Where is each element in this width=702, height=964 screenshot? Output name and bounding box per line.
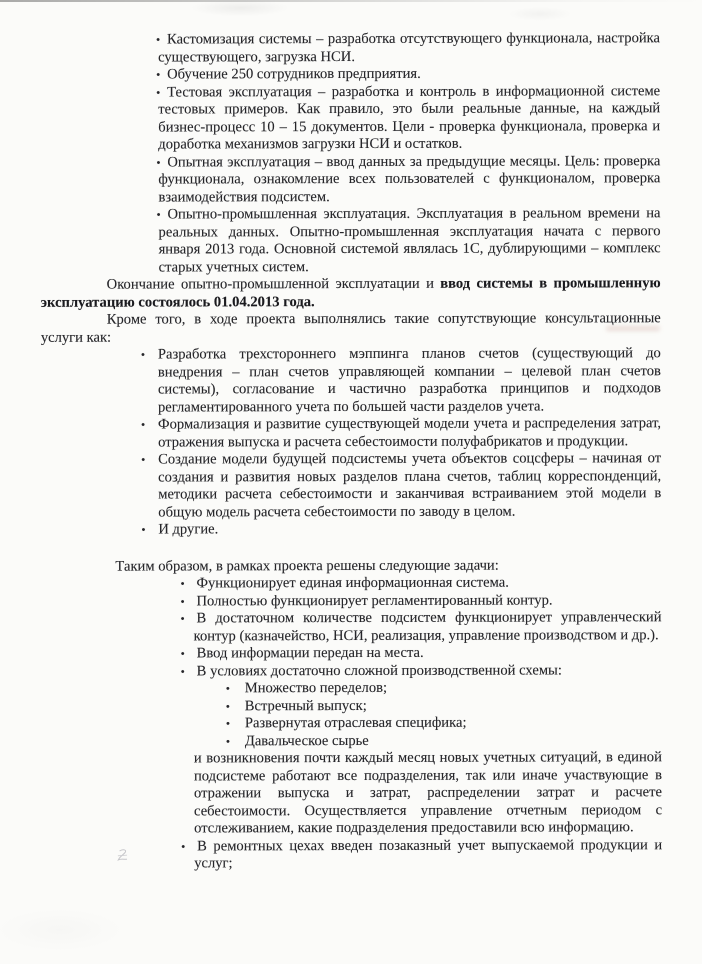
scan-edge-artifact — [0, 0, 702, 2]
consulting-intro-paragraph: Кроме того, в ходе проекта выполнялись такие сопутствующие консультационные услуги как: — [40, 310, 661, 346]
stages-list — [40, 30, 661, 277]
production-subitem: • Развернутая отраслевая специфика; — [245, 714, 662, 733]
consulting-list — [41, 345, 662, 539]
production-scheme-item — [194, 662, 662, 838]
result-item: • Функционирует единая информационная система. — [193, 574, 661, 593]
result-item: • В достаточном количестве подсистем функционирует управленческий контур (казначейство, НСИ, реализация, управление производством и др.). — [194, 609, 662, 645]
production-subitem: • Давальческое сырье — [245, 732, 662, 751]
stage-item: • Кастомизация системы – разработка отсутствующего функционала, настройка существующего, загрузка НСИ. — [158, 30, 660, 66]
results-intro-paragraph: Таким образом, в рамках проекта решены следующие задачи: — [115, 557, 499, 575]
production-sublist — [194, 679, 662, 750]
results-list — [41, 574, 662, 873]
production-subitem: • Множество переделов; — [245, 679, 662, 698]
consulting-item: • Разработка трехстороннего мэппинга планов счетов (существующий до внедрения – план счетов управляющей компании – целевой план счетов системы), согласование и частично разработка принципов и подходов регламентированного учета по большей части разделов учета. — [158, 345, 661, 416]
document-content — [0, 30, 702, 873]
production-lead-text: В условиях достаточно сложной производственной схемы: — [196, 661, 562, 679]
consulting-item: • Формализация и развитие существующей модели учета и распределения затрат, отражения выпуска и расчета себестоимости полуфабрикатов и продукции. — [158, 415, 661, 451]
result-item: • Ввод информации передан на места. — [194, 644, 662, 663]
stage-item: • Тестовая эксплуатация – разработка и контроль в информационной системе тестовых примеров. Как правило, это были реальные данные, на каждый бизнес-процесс 10 – 15 документов. Цели - проверка функционала, проверка и доработка механизмов загрузки НСИ и остатков. — [158, 83, 660, 154]
stage-item: • Опытно-промышленная эксплуатация. Эксплуатация в реальном времени на реальных данных. Опытно-промышленная эксплуатация начата с первого января 2013 года. Основной системой являлась 1С, дублирующими – комплекс старых учетных систем. — [158, 205, 660, 276]
consulting-item: • И другие. — [158, 520, 661, 539]
completion-regular-text: Окончание опытно-промышленной эксплуатации и — [106, 275, 441, 293]
repair-shops-item: • В ремонтных цехах введен позаказный учет выпускаемой продукции и услуг; — [194, 837, 662, 873]
production-continuation-text: и возникновения почти каждый месяц новых учетных ситуаций, в единой подсистеме работают все подразделения, так или иначе участвующие в отражении выпуска и затрат, распределении затрат и расчете себестоимости. Осуществляется управление отчетным периодом с отслеживанием, какие подразделения предоставили всю информацию. — [193, 749, 663, 837]
production-subitem: • Встречный выпуск; — [245, 697, 662, 716]
consulting-item: • Создание модели будущей подсистемы учета объектов соцсферы – начиная от создания и развития новых разделов плана счетов, таблиц корреспонденций, методики расчета себестоимости и заканчивая встраиванием этой модели в общую модель расчета себестоимости по заводу в целом. — [158, 450, 661, 521]
completion-bold-text: ввод системы в промышленную эксплуатацию состоялось 01.04.2013 года. — [40, 275, 661, 311]
blank-line — [1, 538, 702, 559]
stage-item: • Обучение 250 сотрудников предприятия. — [158, 65, 660, 84]
stage-item: • Опытная эксплуатация – ввод данных за предыдущие месяцы. Цель: проверка функционала, ознакомление всех пользователей с функционалом, проверка взаимодействия подсистем. — [158, 153, 660, 207]
completion-paragraph — [41, 275, 661, 312]
result-item: • Полностью функционирует регламентированный контур. — [193, 592, 661, 611]
